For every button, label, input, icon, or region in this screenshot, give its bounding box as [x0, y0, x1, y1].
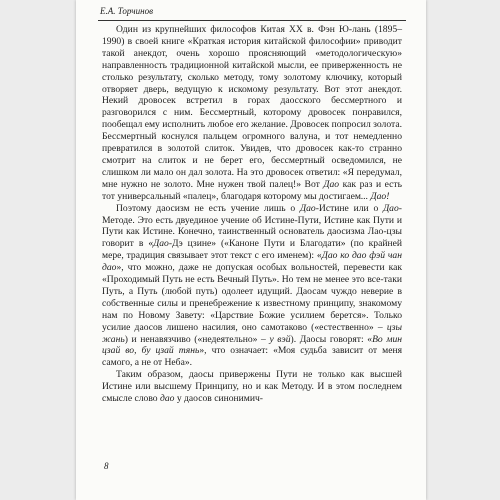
italic-text: цзы жань: [102, 321, 402, 345]
text-run: ). Даосы говорят: «: [290, 333, 373, 345]
text-run: у даосов синонимич-: [174, 393, 264, 405]
paragraph: [102, 203, 402, 370]
italic-text: Дао: [300, 202, 316, 214]
italic-text: Во мин цзай во, бу цзай тянь: [102, 333, 402, 357]
body-text: [102, 24, 402, 405]
page-number: 8: [104, 461, 109, 471]
text-run: », что можно, даже не допуская особых вольностей, перевести как «Проходимый Путь не есть Вечный Путь». Но тем не менее это все-таки Путь, а Путь (любой путь) одолеет идущий. Даосам чуждо неверие в собственные силы и пренебрежение к известному принципу, знакомому нам по Новому Завету: «Царствие Божие усилием берется». Только усилие даосов лишено насилия, оно самотаково («естественно» –: [102, 262, 402, 333]
text-run: -Истине или о: [315, 202, 384, 214]
text-run: как раз и есть тот универсальный «палец», благодаря которому мы достигаем: [102, 178, 402, 202]
header-rule: [98, 20, 406, 21]
book-page: [76, 0, 426, 500]
text-run: -Дэ цзине» («Каноне Пути и Благодати» (по крайней мере, традиция связывает этот текст с его именем): «: [102, 238, 402, 262]
paragraph: [102, 24, 402, 203]
italic-text: Дао: [153, 238, 169, 250]
text-run: ) и ненавязчиво («недеятельно» –: [124, 333, 270, 345]
italic-text: у вэй: [269, 333, 291, 345]
text-run: Поэтому даосизм не есть учение лишь о: [116, 202, 301, 214]
text-run: Один из крупнейших философов Китая XX в. Фэн Ю-лань (1895–1990) в своей книге «Краткая история китайской философии» приводит такой анекдот, очень хорошо проясняющий «методологическую» направленность традиционной китайской мысли, ее приверженность не столько результату, сколько методу, тому золотому ключику, который отворяет дверь, ведущую к искомому результату. Вот этот анекдот. Некий дровосек встретил в горах даосского бессмертного и разговорился с ним. Бессмертный, которому дровосек понравился, пообещал ему исполнить любое его желание. Дровосек попросил золота. Бессмертный коснулся пальцем огромного валуна, и тот немедленно превратился в золотой слиток. Увидев, что дровосек как-то странно смотрит на слиток и не берет его, бессмертный осведомился, не слишком ли мало он дал золота. На это дровосек ответил: «Я передумал, мне нужно не золото. Мне нужен твой палец!» Вот: [102, 24, 402, 190]
text-run: Таким образом, даосы привержены Пути не только как высшей Истине или высшему Принципу, но и как Методу. И в этом последнем смысле слово: [102, 369, 402, 405]
italic-text: Дао: [383, 202, 399, 214]
italic-text: ... Дао!: [360, 190, 390, 202]
running-head: Е.А. Торчинов: [100, 6, 153, 16]
paragraph: [102, 369, 402, 405]
italic-text: Дао: [323, 178, 340, 190]
italic-text: дао: [159, 393, 175, 405]
text-run: -Методе. Это есть двуединое учение об Истине-Пути, Истине как Пути и Пути как Истине. Конечно, таинственный основатель даосизма Лао-цзы говорит в «: [102, 202, 402, 250]
text-run: », что означает: «Моя судьба зависит от меня самого, а не от Неба».: [102, 345, 402, 369]
italic-text: Дао ко дао фэй чан дао: [102, 250, 402, 274]
